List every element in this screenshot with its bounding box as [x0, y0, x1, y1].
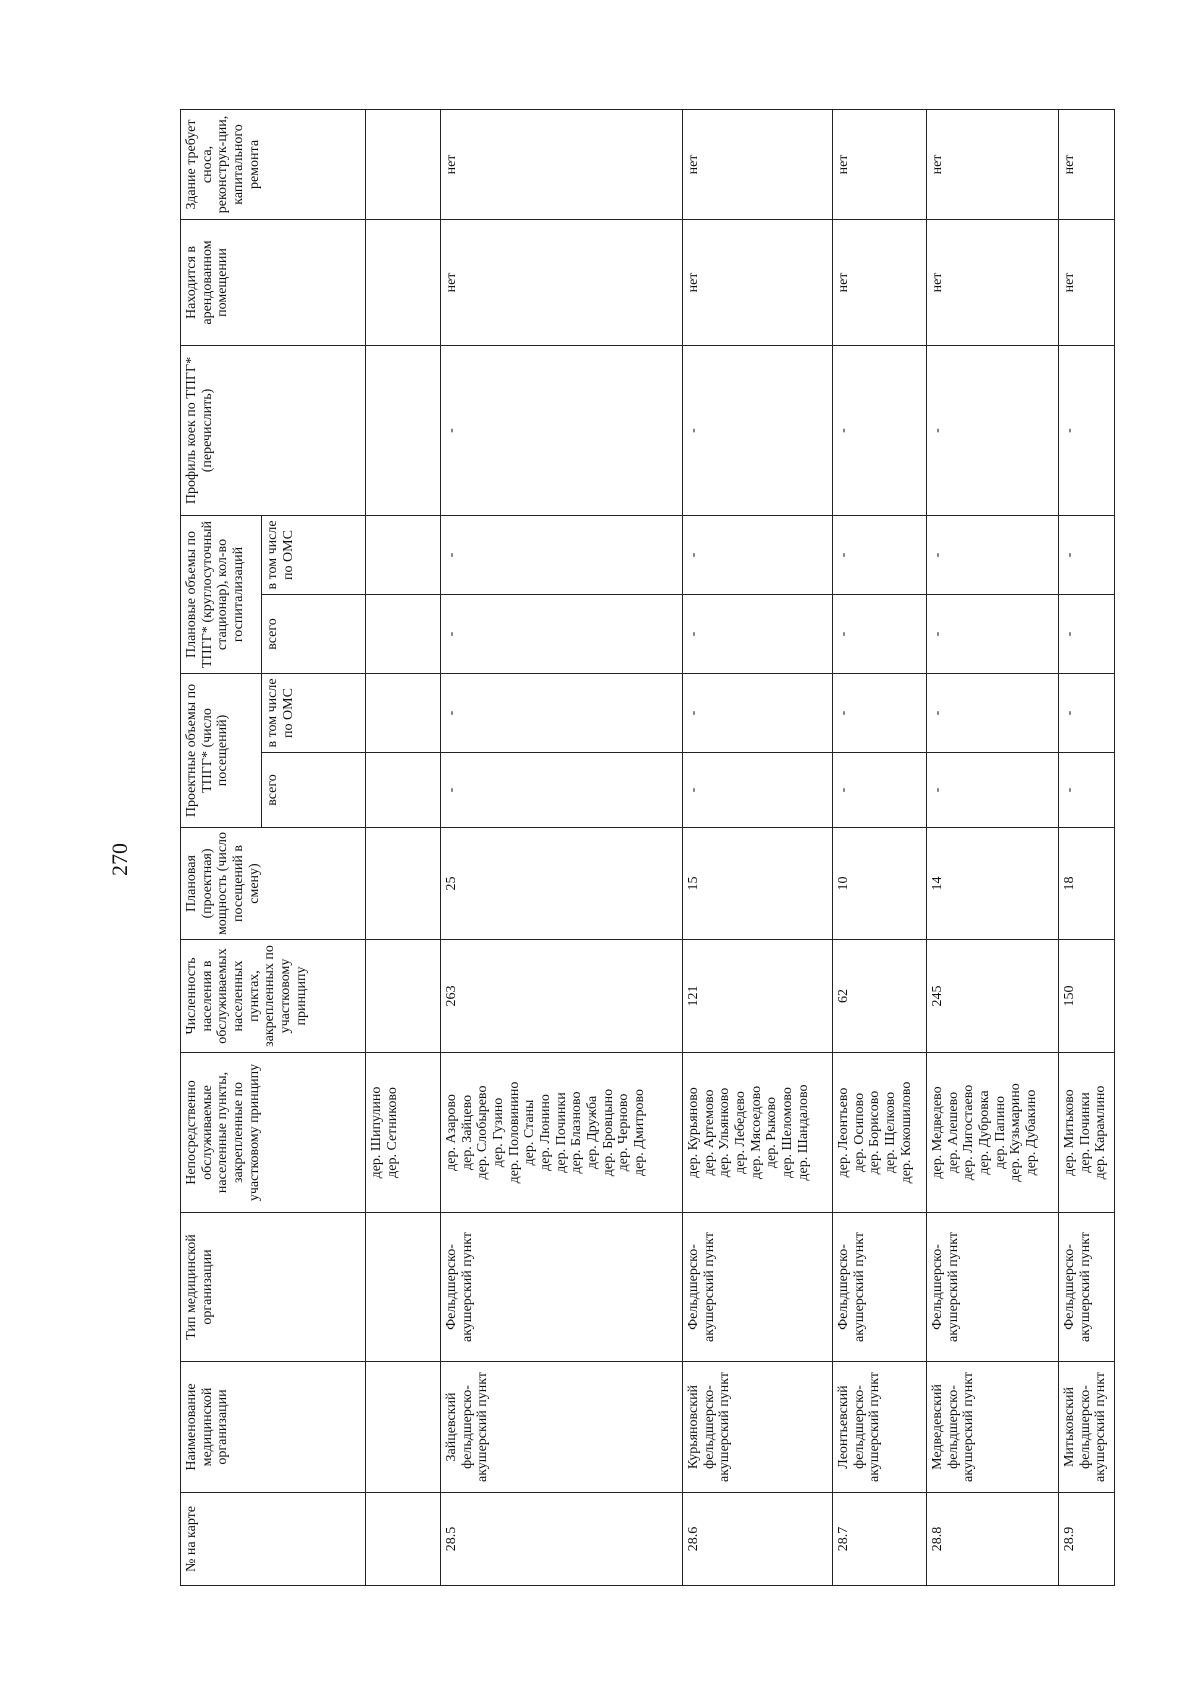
cell-num: 28.8 [927, 1493, 1059, 1586]
settlement-name: дер. Рыково [764, 1096, 780, 1169]
cell-settlements [441, 1053, 683, 1213]
cell-type: Фельдшерско-акушерский пункт [683, 1213, 833, 1362]
cell-population: 263 [441, 940, 683, 1053]
settlement-name: дер. Алешево [945, 1091, 961, 1174]
cell-pl-total: - [833, 595, 927, 674]
cell-pv-total: - [1059, 753, 1115, 828]
cell-pv-total: - [927, 753, 1059, 828]
cell-capacity: 10 [833, 828, 927, 940]
cell-bed-profile: - [683, 345, 833, 515]
header-proj-visits-total: всего [262, 753, 366, 828]
cell-pv-total [366, 753, 441, 828]
settlement-name: дер. Дубакино [1024, 1089, 1040, 1176]
cell-num [366, 1493, 441, 1586]
settlement-name: дер. Станы [522, 1099, 538, 1166]
cell-type: Фельдшерско-акушерский пункт [441, 1213, 683, 1362]
cell-pl-total [366, 595, 441, 674]
header-demolition: Здание требует сноса, реконструк-ции, капитального ремонта [181, 109, 366, 219]
cell-bed-profile [366, 345, 441, 515]
settlement-name: дер. Карамлино [1093, 1085, 1109, 1180]
cell-type: Фельдшерско-акушерский пункт [927, 1213, 1059, 1362]
settlement-name: дер. Люнино [538, 1094, 554, 1171]
cell-rented: нет [927, 219, 1059, 345]
settlement-name: дер. Гузино [491, 1097, 507, 1168]
cell-pl-total: - [927, 595, 1059, 674]
settlement-name: дер. Курьяново [686, 1087, 701, 1178]
cell-pl-oms [366, 515, 441, 594]
settlement-name: дер. Шандалово [795, 1084, 811, 1181]
cell-name: Митьковский фельдшерско-акушерский пункт [1059, 1362, 1115, 1493]
header-type: Тип медицинской организации [181, 1213, 366, 1362]
settlement-name: дер. Зайцево [459, 1094, 475, 1171]
cell-name: Курьяновский фельдшерско-акушерский пункт [683, 1362, 833, 1493]
cell-type [366, 1213, 441, 1362]
cell-pl-oms: - [833, 515, 927, 594]
cell-pv-total: - [833, 753, 927, 828]
cell-pv-oms: - [683, 674, 833, 753]
settlement-name: дер. Дубровка [977, 1090, 993, 1175]
settlement-name: дер. Леонтьево [836, 1087, 851, 1178]
cell-rented: нет [833, 219, 927, 345]
cell-pv-total: - [683, 753, 833, 828]
cell-settlements [833, 1053, 927, 1213]
settlement-name: дер. Слобырево [475, 1085, 491, 1180]
cell-name: Леонтьевский фельдшерско-акушерский пункт [833, 1362, 927, 1493]
cell-demolition: нет [1059, 109, 1115, 219]
table-row [683, 109, 833, 1585]
table-row-continuation [366, 109, 441, 1585]
settlement-name: дер. Митьково [1062, 1089, 1077, 1176]
header-bed-profile: Профиль коек по ТПГГ* (перечислить) [181, 345, 366, 515]
cell-demolition: нет [441, 109, 683, 219]
cell-pl-oms: - [683, 515, 833, 594]
settlement-name: дер. Папино [992, 1096, 1008, 1169]
cell-name [366, 1362, 441, 1493]
settlement-name: дер. Бровцыно [600, 1088, 616, 1177]
header-plan-volumes-oms: в том числе по ОМС [262, 515, 366, 594]
cell-population: 150 [1059, 940, 1115, 1053]
settlement-name: дер. Черново [616, 1093, 632, 1172]
cell-demolition: нет [683, 109, 833, 219]
cell-demolition: нет [833, 109, 927, 219]
cell-bed-profile: - [833, 345, 927, 515]
table-row [1059, 109, 1115, 1585]
rotated-page-content [180, 110, 1114, 1586]
settlement-name: дер. Починки [553, 1092, 569, 1173]
settlement-name: дер. Блазново [569, 1091, 585, 1174]
medical-organizations-table [180, 109, 1115, 1586]
settlement-name: дер. Ульянково [717, 1087, 733, 1178]
header-num: № на карте [181, 1493, 366, 1586]
table-row [833, 109, 927, 1585]
cell-type: Фельдшерско-акушерский пункт [833, 1213, 927, 1362]
header-capacity: Плановая (проектная) мощность (число посещений в смену) [181, 828, 366, 940]
settlement-name: дер. Лебедево [733, 1091, 749, 1174]
table-row [927, 109, 1059, 1585]
cell-settlements [366, 1053, 441, 1213]
cell-bed-profile: - [1059, 345, 1115, 515]
cell-type: Фельдшерско-акушерский пункт [1059, 1213, 1115, 1362]
cell-pl-total: - [683, 595, 833, 674]
header-rented: Находится в арендованном помещении [181, 219, 366, 345]
header-plan-volumes: Плановые объемы по ТПГГ* (круглосуточный стационар), кол-во госпитализаций [181, 515, 262, 673]
cell-pv-oms: - [833, 674, 927, 753]
settlement-name: дер. Шипулино [369, 1086, 384, 1179]
settlement-name: дер. Борисово [867, 1090, 883, 1175]
cell-pv-oms [366, 674, 441, 753]
settlement-name: дер. Мясоедово [748, 1085, 764, 1180]
cell-population: 62 [833, 940, 927, 1053]
header-plan-volumes-total: всего [262, 595, 366, 674]
cell-capacity: 14 [927, 828, 1059, 940]
header-proj-visits: Проектные объемы по ТПГГ* (число посещений) [181, 674, 262, 828]
cell-population: 121 [683, 940, 833, 1053]
table-row [441, 109, 683, 1585]
cell-population: 245 [927, 940, 1059, 1053]
cell-pl-oms: - [927, 515, 1059, 594]
settlement-name: дер. Шеломово [780, 1087, 796, 1178]
cell-settlements [927, 1053, 1059, 1213]
cell-num: 28.7 [833, 1493, 927, 1586]
cell-capacity: 15 [683, 828, 833, 940]
settlement-name: дер. Починки [1077, 1092, 1093, 1173]
cell-capacity: 18 [1059, 828, 1115, 940]
cell-pv-oms: - [1059, 674, 1115, 753]
settlement-name: дер. Медведево [930, 1086, 945, 1179]
cell-num: 28.9 [1059, 1493, 1115, 1586]
cell-demolition [366, 109, 441, 219]
settlement-name: дер. Осипово [851, 1092, 867, 1173]
header-name: Наименование медицинской организации [181, 1362, 366, 1493]
cell-demolition: нет [927, 109, 1059, 219]
cell-bed-profile: - [927, 345, 1059, 515]
cell-pl-total: - [1059, 595, 1115, 674]
settlement-name: дер. Половинино [506, 1081, 522, 1184]
cell-pv-oms: - [927, 674, 1059, 753]
cell-capacity: 25 [441, 828, 683, 940]
settlement-name: дер. Дмитрово [632, 1088, 648, 1177]
settlement-name: дер. Артемово [701, 1089, 717, 1176]
cell-rented: нет [1059, 219, 1115, 345]
page-number: 270 [107, 843, 132, 877]
cell-pl-oms: - [1059, 515, 1115, 594]
header-population: Численность населения в обслуживаемых населенных пунктах, закрепленных по участковому принципу [181, 940, 366, 1053]
settlement-name: дер. Кокошилово [898, 1081, 914, 1184]
settlement-name: дер. Щелково [883, 1091, 899, 1174]
cell-num: 28.6 [683, 1493, 833, 1586]
cell-rented: нет [441, 219, 683, 345]
cell-pl-oms: - [441, 515, 683, 594]
cell-name: Медведевский фельдшерско-акушерский пункт [927, 1362, 1059, 1493]
cell-rented: нет [683, 219, 833, 345]
header-settlements: Непосредственно обслуживаемые населенные пункты, закрепленные по участковому принципу [181, 1053, 366, 1213]
cell-capacity [366, 828, 441, 940]
settlement-name: дер. Лигостаево [961, 1084, 977, 1181]
header-proj-visits-oms: в том числе по ОМС [262, 674, 366, 753]
cell-settlements [1059, 1053, 1115, 1213]
cell-bed-profile: - [441, 345, 683, 515]
settlement-name: дер. Дружба [585, 1095, 601, 1170]
cell-pv-oms: - [441, 674, 683, 753]
cell-rented [366, 219, 441, 345]
cell-num: 28.5 [441, 1493, 683, 1586]
cell-settlements [683, 1053, 833, 1213]
settlement-name: дер. Сетниково [384, 1087, 400, 1178]
settlement-name: дер. Азарово [444, 1094, 459, 1171]
cell-population [366, 940, 441, 1053]
cell-pv-total: - [441, 753, 683, 828]
cell-name: Зайцевский фельдшерско-акушерский пункт [441, 1362, 683, 1493]
cell-pl-total: - [441, 595, 683, 674]
settlement-name: дер. Кузьмарино [1008, 1083, 1024, 1182]
